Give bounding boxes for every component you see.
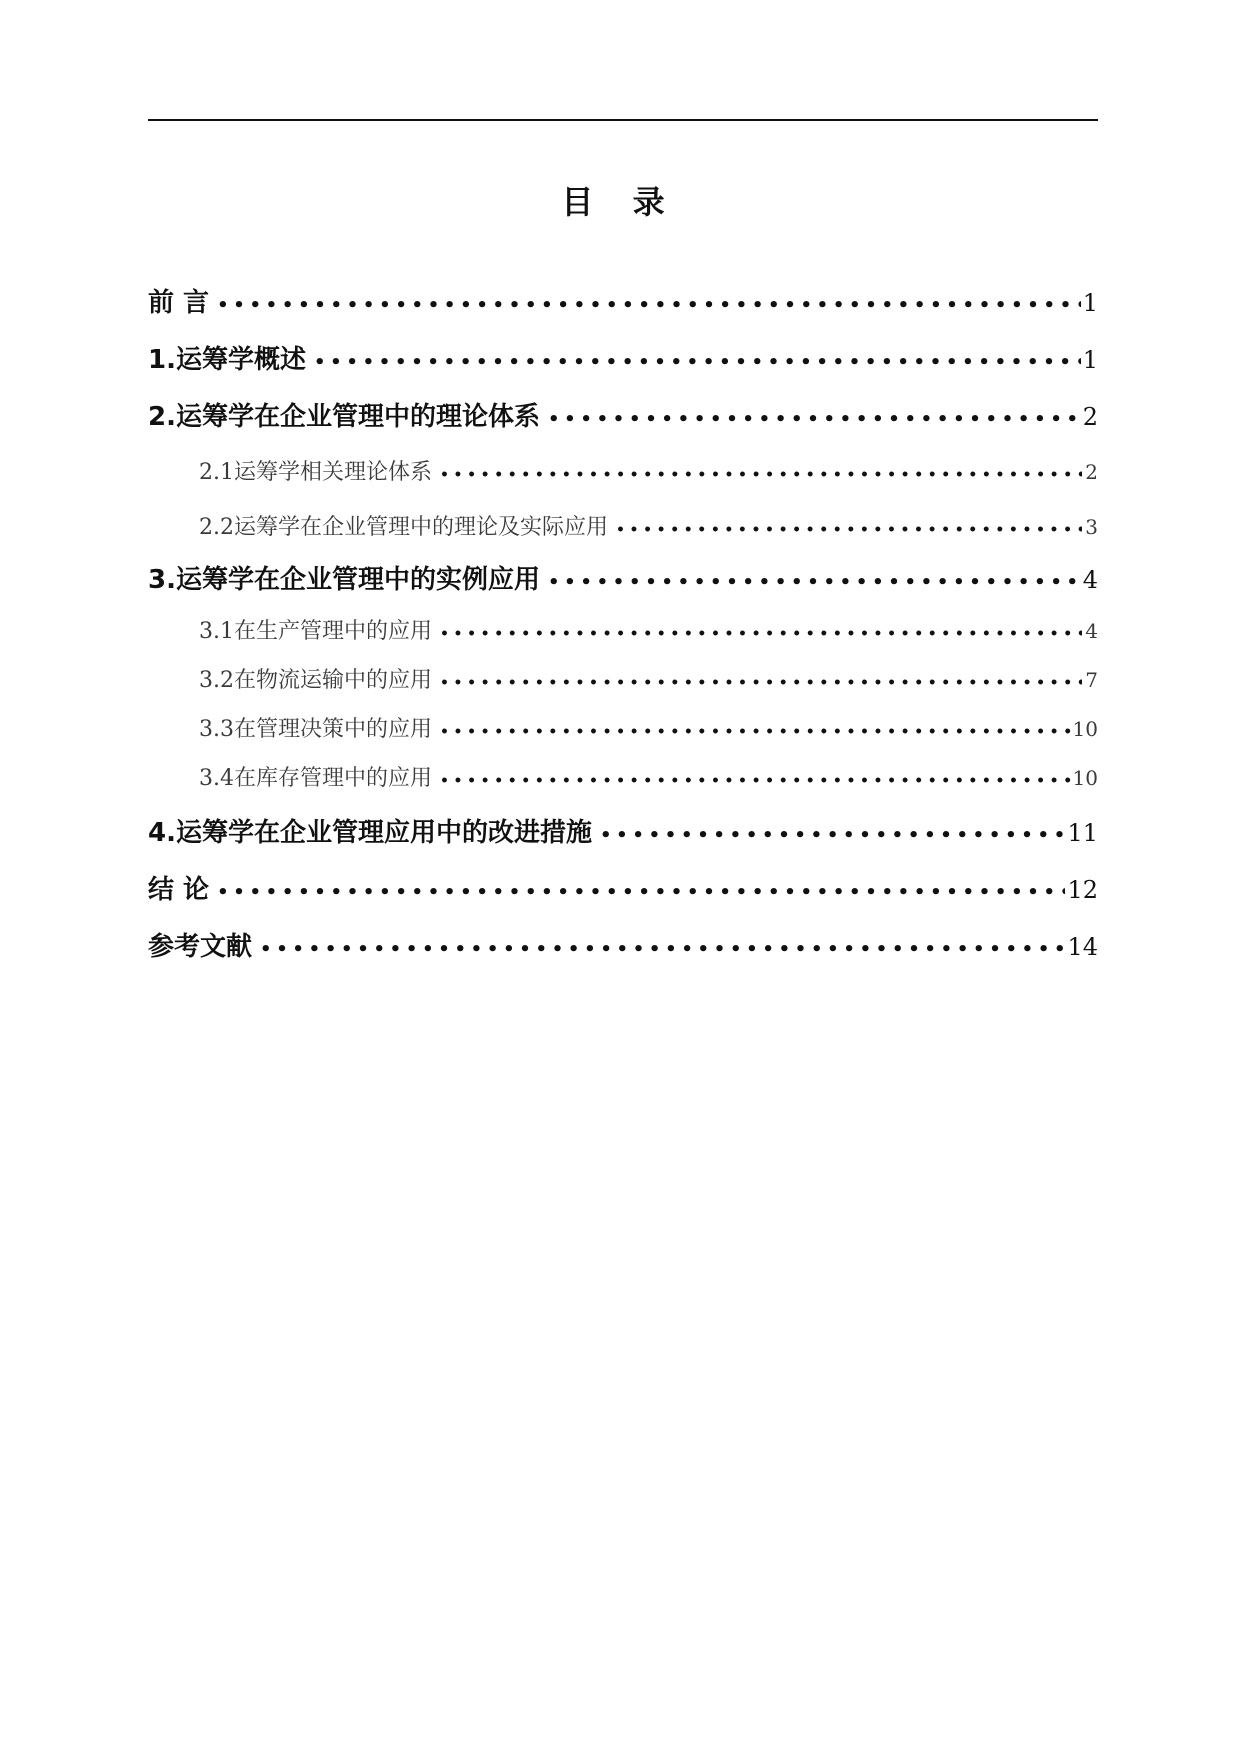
toc-entry-label: 3.1在生产管理中的应用 <box>199 619 432 644</box>
toc-entry-page: 1 <box>1082 346 1098 374</box>
dot-leader <box>217 882 1065 903</box>
toc-entry-conclusion[interactable] <box>148 869 1098 909</box>
toc-entry-3[interactable] <box>148 559 1098 599</box>
toc-entry-page: 2 <box>1082 403 1098 431</box>
dot-leader <box>440 675 1082 691</box>
toc-entry-page: 10 <box>1072 717 1098 741</box>
toc-entry-3-3[interactable] <box>199 712 1098 746</box>
toc-entry-4[interactable] <box>148 812 1098 852</box>
toc-entry-page: 2 <box>1085 460 1098 484</box>
toc-entry-page: 10 <box>1072 766 1098 790</box>
toc-entry-label: 3.2在物流运输中的应用 <box>199 668 432 693</box>
toc-entry-page: 3 <box>1085 515 1098 539</box>
toc-entry-page: 14 <box>1067 933 1098 961</box>
toc-entry-page: 4 <box>1082 566 1098 594</box>
toc-entry-3-2[interactable] <box>199 663 1098 697</box>
toc-entry-2-1[interactable] <box>199 455 1098 489</box>
toc-entry-page: 1 <box>1082 289 1098 317</box>
dot-leader <box>217 295 1081 316</box>
header-rule <box>148 119 1098 121</box>
toc-entry-label: 结 论 <box>148 875 210 905</box>
toc-entry-label: 前 言 <box>148 288 210 318</box>
dot-leader <box>440 467 1082 483</box>
toc-entry-3-1[interactable] <box>199 614 1098 648</box>
toc-entry-3-4[interactable] <box>199 761 1098 795</box>
dot-leader <box>616 522 1082 538</box>
toc-entry-label: 3.运筹学在企业管理中的实例应用 <box>148 565 540 595</box>
toc-entry-label: 2.2运筹学在企业管理中的理论及实际应用 <box>199 515 608 540</box>
toc-entry-page: 7 <box>1085 668 1098 692</box>
toc-entry-label: 参考文献 <box>148 932 253 962</box>
toc-entry-label: 2.运筹学在企业管理中的理论体系 <box>148 402 540 432</box>
dot-leader <box>440 626 1082 642</box>
toc-entry-2-2[interactable] <box>199 510 1098 544</box>
dot-leader <box>314 352 1081 373</box>
dot-leader <box>600 825 1065 846</box>
toc-title: 目 录 <box>561 183 679 221</box>
toc-entry-page: 12 <box>1067 876 1098 904</box>
toc-entry-label: 3.3在管理决策中的应用 <box>199 717 432 742</box>
toc-entry-label: 1.运筹学概述 <box>148 345 306 375</box>
toc-entry-1[interactable] <box>148 339 1098 379</box>
toc-entry-label: 3.4在库存管理中的应用 <box>199 766 432 791</box>
toc-entry-2[interactable] <box>148 396 1098 436</box>
toc-entry-preface[interactable] <box>148 282 1098 322</box>
dot-leader <box>260 939 1065 960</box>
toc-entry-page: 4 <box>1085 619 1098 643</box>
dot-leader <box>440 773 1071 789</box>
toc-entry-references[interactable] <box>148 926 1098 966</box>
toc-entry-label: 4.运筹学在企业管理应用中的改进措施 <box>148 818 592 848</box>
toc-entry-page: 11 <box>1067 819 1098 847</box>
dot-leader <box>440 724 1071 740</box>
dot-leader <box>548 572 1081 593</box>
dot-leader <box>548 409 1081 430</box>
toc-entry-label: 2.1运筹学相关理论体系 <box>199 460 432 485</box>
